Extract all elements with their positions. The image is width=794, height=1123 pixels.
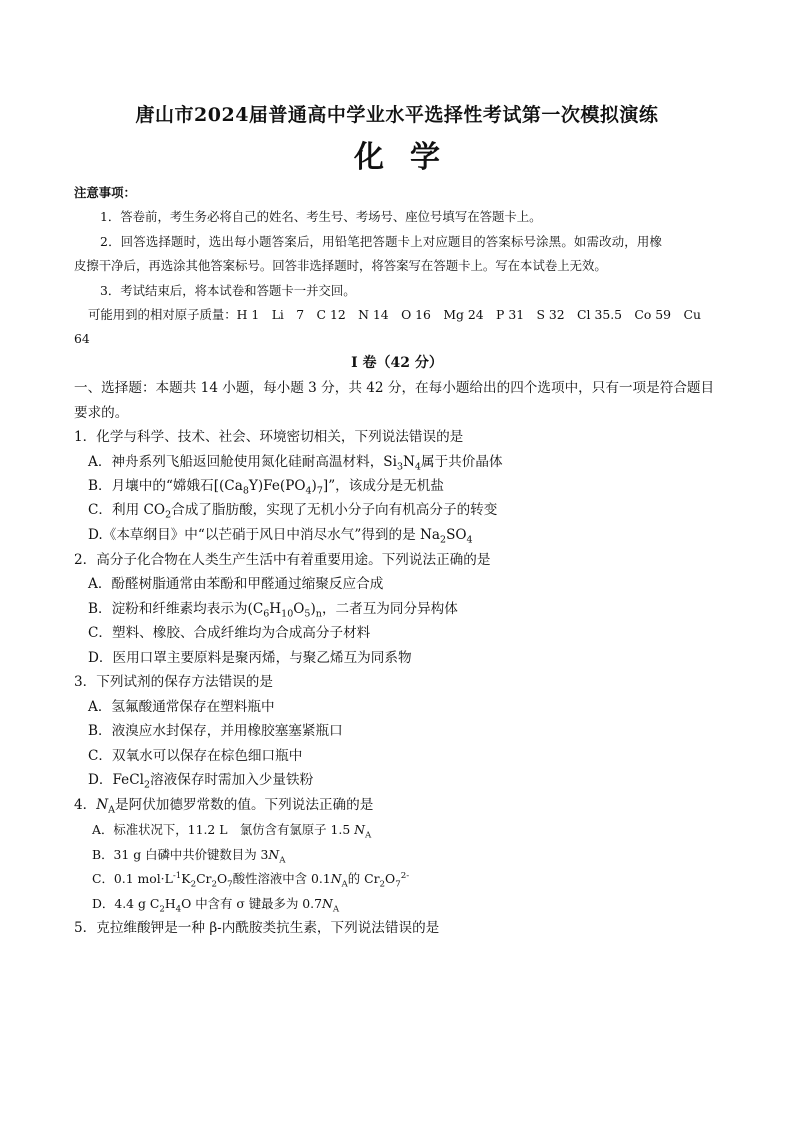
question-1-option-b: B．月壤中的“嫦娥石$[(Ca_8Y)Fe(PO_4)_7]$”，该成分是无机盐 xyxy=(88,478,444,497)
question-2-stem: 2．高分子化合物在人类生产生活中有着重要用途。下列说法正确的是 xyxy=(74,552,491,568)
question-1-option-d: D.《本草纲目》中“以芒硝于风日中消尽水气”得到的是 $Na_2SO_4$ xyxy=(88,527,473,546)
atomic-masses-line-2: 64 xyxy=(74,331,90,346)
section-intro-line-1: 一、选择题：本题共 14 小题，每小题 3 分，共 42 分，在每小题给出的四个选项中，只有一项是符合题目 xyxy=(74,380,715,396)
section-title: I 卷（42 分） xyxy=(351,355,443,371)
question-1-option-c: C．利用 $CO_2$合成了脂肪酸，实现了无机小分子向有机高分子的转变 xyxy=(88,502,498,521)
question-1-stem: 1．化学与科学、技术、社会、环境密切相关，下列说法错误的是 xyxy=(74,429,464,445)
question-2-option-b: B．淀粉和纤维素均表示为$(C_6H_{10}O_5)_n$，二者互为同分异构体 xyxy=(88,601,458,620)
question-4-stem: 4．$N_A$是阿伏加德罗常数的值。下列说法正确的是 xyxy=(74,797,374,816)
question-2-option-a: A．酚醛树脂通常由苯酚和甲醛通过缩聚反应合成 xyxy=(88,576,384,592)
section-intro-line-2: 要求的。 xyxy=(74,405,129,421)
question-5-stem: 5．克拉维酸钾是一种 β-内酰胺类抗生素，下列说法错误的是 xyxy=(74,920,440,936)
question-4-option-a: A．标准状况下，11.2 L 氯仿含有氯原子 1.5 $N_A$ xyxy=(92,822,372,841)
question-3-option-a: A．氢氟酸通常保存在塑料瓶中 xyxy=(88,699,275,715)
question-4-option-b: B．31 g 白磷中共价键数目为 $3N_A$ xyxy=(92,847,286,866)
notice-heading: 注意事项： xyxy=(74,185,136,200)
question-3-stem: 3．下列试剂的保存方法错误的是 xyxy=(74,674,273,690)
subject-title: 化学 xyxy=(354,140,466,175)
notice-item-3: 3．考试结束后，将本试卷和答题卡一并交回。 xyxy=(100,283,356,298)
notice-item-1: 1．答卷前，考生务必将自己的姓名、考生号、考场号、座位号填写在答题卡上。 xyxy=(100,209,542,224)
notice-item-2-line-2: 皮擦干净后，再选涂其他答案标号。回答非选择题时，将答案写在答题卡上。写在本试卷上无效。 xyxy=(74,258,607,273)
notice-item-2-line-1: 2．回答选择题时，选出每小题答案后，用铅笔把答题卡上对应题目的答案标号涂黑。如需改动，用橡 xyxy=(100,234,663,249)
question-3-option-b: B．液溴应水封保存，并用橡胶塞塞紧瓶口 xyxy=(88,723,343,739)
question-2-option-d: D．医用口罩主要原料是聚丙烯，与聚乙烯互为同系物 xyxy=(88,650,412,666)
question-2-option-c: C．塑料、橡胶、合成纤维均为合成高分子材料 xyxy=(88,625,371,641)
question-1-option-a: A．神舟系列飞船返回舱使用氮化硅耐高温材料，$Si_3N_4$属于共价晶体 xyxy=(88,454,503,473)
atomic-masses-line-1: 可能用到的相对原子质量：H 1 Li 7 C 12 N 14 O 16 Mg 24 P 31 S 32 Cl 35.5 Co 59 Cu xyxy=(88,307,701,322)
question-3-option-c: C．双氧水可以保存在棕色细口瓶中 xyxy=(88,748,303,764)
question-4-option-d: D．4.4 g $C_2H_4O$ 中含有 σ 键最多为 $0.7N_A$ xyxy=(92,896,340,915)
exam-title: 唐山市2024届普通高中学业水平选择性考试第一次模拟演练 xyxy=(135,104,659,126)
question-3-option-d: D．FeCl$_2$溶液保存时需加入少量铁粉 xyxy=(88,772,314,791)
question-4-option-c: C．0.1 $mol\cdot L^{-1}K_2Cr_2O_7$酸性溶液中含 $0.1N_A$的 $Cr_2O_7^{2-}$ xyxy=(92,870,410,890)
